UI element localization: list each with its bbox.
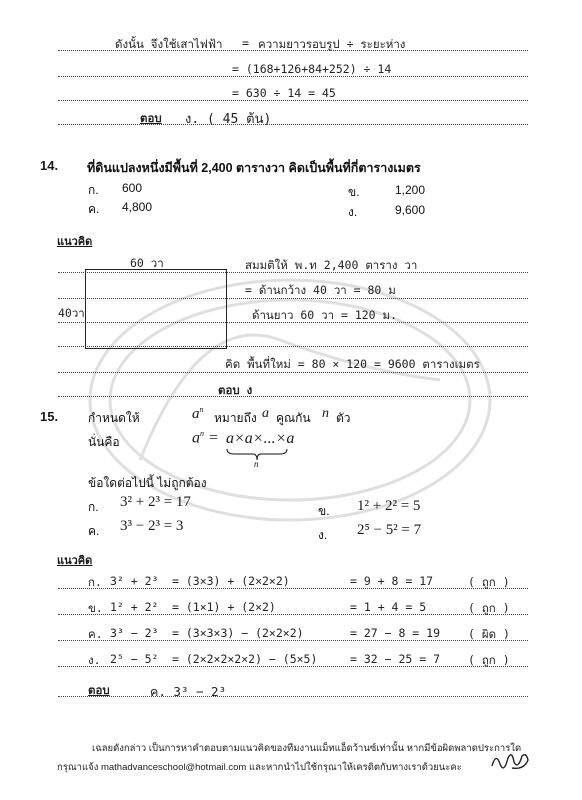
q14-method-label: แนวคิด — [57, 235, 93, 248]
q14-opt-b-value: 1,200 — [395, 183, 426, 197]
q14-opt-a-value: 600 — [122, 181, 143, 195]
footer-line2: กรุณาแจ้ง mathadvanceschool@hotmail.com และหากนำไปใช้กรุณาให้เครดิตกับทางเราด้วยนะคะ — [57, 762, 462, 773]
top-answer-value: ง. ( 45 ต้น) — [185, 112, 272, 127]
q15-opt-b-label: ข. — [318, 504, 330, 518]
q15-row-d-res: = 32 − 25 = 7 — [350, 652, 441, 666]
q14-rectangle — [85, 269, 227, 349]
top-answer-label: ตอบ — [140, 111, 162, 125]
q15-row-c-calc: = (3×3×3) − (2×2×2) — [172, 626, 304, 640]
q15-row-b-calc: = (1×1) + (2×2) — [172, 600, 276, 614]
q15-a-power: $a^n$ = — [192, 429, 219, 447]
top-line1-right: ความยาวรอบรูป ÷ ระยะห่าง — [258, 37, 406, 51]
q14-work-4: คิด พื้นที่ใหม่ = 80 × 120 = 9600 ตารางเมตร — [225, 357, 480, 371]
q15-n-var: n — [322, 406, 329, 421]
q14-opt-c-label: ค. — [88, 202, 100, 216]
q14-work-1: สมมติให้ พ.ท 2,400 ตาราง วา — [245, 258, 418, 272]
q15-row-b-res: = 1 + 4 = 5 — [350, 600, 427, 614]
q15-opt-c-label: ค. — [88, 524, 100, 538]
q15-row-d-label: ง. — [88, 653, 101, 667]
q15-opt-b-expr: 1² + 2² = 5 — [357, 498, 421, 514]
q15-row-d-mark: ( ถูก ) — [468, 653, 510, 667]
q15-row-a-calc: = (3×3) + (2×2×2) — [172, 574, 290, 588]
footer-line1: เฉลยดังกล่าว เป็นการหาคำตอบตามแนวคิดของทีมงานแม็ทแอ็ดว้านซ์เท่านั้น หากมีข้อผิดพลาดประการใด — [92, 743, 522, 754]
q15-method-label: แนวคิด — [57, 554, 93, 567]
q15-opt-d-label: ง. — [318, 528, 328, 542]
q15-row-a-res: = 9 + 8 = 17 — [350, 574, 434, 588]
top-line2: = (168+126+84+252) ÷ 14 — [232, 62, 392, 76]
q15-row-b-mark: ( ถูก ) — [468, 601, 510, 615]
top-line3: = 630 ÷ 14 = 45 — [232, 86, 336, 100]
q14-text: ที่ดินแปลงหนึ่งมีพื้นที่ 2,400 ตารางวา คิดเป็นพื้นที่กี่ตารางเมตร — [87, 161, 421, 175]
q15-row-d-calc: = (2×2×2×2×2) − (5×5) — [172, 652, 318, 666]
q15-given: กำหนดให้ — [88, 411, 140, 425]
top-line1-eq: = — [242, 36, 249, 50]
q15-answer-label: ตอบ — [88, 683, 110, 697]
q14-number: 14. — [40, 158, 59, 173]
q15-meaning: หมายถึง — [214, 411, 257, 425]
q15-row-a-lhs: 3² + 2³ — [110, 574, 159, 588]
q14-opt-d-label: ง. — [348, 205, 358, 219]
q15-a-var: a — [262, 406, 269, 421]
q15-row-d-lhs: 2⁵ − 5² — [110, 652, 159, 666]
q15-opt-a-label: ก. — [88, 500, 99, 514]
q15-a-given: $a^n$ — [192, 405, 204, 422]
q15-row-c-lhs: 3³ − 2³ — [110, 626, 159, 640]
q15-opt-a-expr: 3² + 2³ = 17 — [120, 494, 191, 510]
q14-rect-top-label: 60 วา — [130, 256, 164, 270]
q14-answer: ตอบ ง — [218, 383, 253, 397]
q15-answer-value: ค. 3³ − 2³ — [150, 684, 227, 699]
q14-opt-a-label: ก. — [88, 183, 99, 197]
q15-row-b-label: ข. — [88, 601, 103, 615]
q14-opt-b-label: ข. — [348, 185, 360, 199]
q15-number: 15. — [40, 409, 59, 424]
q14-opt-d-value: 9,600 — [395, 203, 426, 217]
q14-work-2: = ด้านกว้าง 40 วา = 80 ม — [245, 283, 396, 297]
q15-opt-d-expr: 2⁵ − 5² = 7 — [357, 522, 422, 538]
q15-row-a-mark: ( ถูก ) — [468, 575, 510, 589]
q15-meaning3: ตัว — [336, 411, 351, 425]
top-line1-left: ดังนั้น จึงใช้เสาไฟฟ้า — [115, 37, 223, 51]
q15-meaning2: คูณกัน — [276, 411, 311, 425]
q15-opt-c-expr: 3³ − 2³ = 3 — [120, 518, 184, 534]
q14-opt-c-value: 4,800 — [122, 200, 153, 214]
q14-rect-left-label: 40วา — [58, 306, 85, 320]
q15-brace-n: n — [254, 459, 259, 469]
q15-row-c-mark: ( ผิด ) — [468, 627, 510, 641]
q15-thatis: นั่นคือ — [88, 435, 120, 449]
q15-row-a-label: ก. — [88, 575, 102, 589]
q15-row-c-label: ค. — [88, 627, 103, 641]
signature-icon — [488, 748, 532, 774]
q15-row-c-res: = 27 − 8 = 19 — [350, 626, 441, 640]
q14-work-3: ด้านยาว 60 วา = 120 ม. — [252, 308, 398, 322]
q15-expansion: a×a×...×a — [226, 430, 295, 447]
q15-question: ข้อใดต่อไปนี้ ไม่ถูกต้อง — [88, 476, 207, 490]
q15-row-b-lhs: 1² + 2² — [110, 600, 159, 614]
